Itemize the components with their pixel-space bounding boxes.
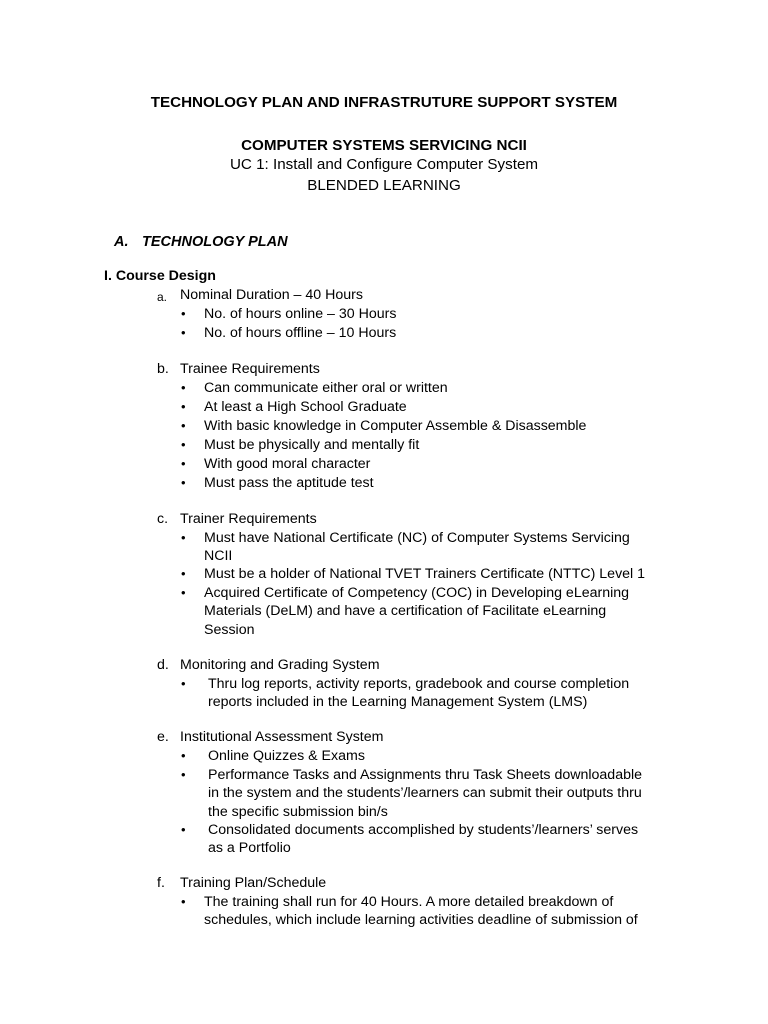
bullet-icon: • <box>181 418 186 433</box>
section-a-title: TECHNOLOGY PLAN <box>142 234 288 250</box>
bullet-text: At least a High School Graduate <box>204 399 407 415</box>
bullet-icon: • <box>181 399 186 414</box>
bullet-icon: • <box>181 566 186 581</box>
bullet-icon: • <box>181 380 186 395</box>
item-label: Trainer Requirements <box>180 511 317 527</box>
item-label: Training Plan/Schedule <box>180 875 327 891</box>
bullet-text: With basic knowledge in Computer Assemble & Disassemble <box>204 418 587 434</box>
bullet-text: No. of hours online – 30 Hours <box>204 306 397 322</box>
bullet-icon: • <box>181 456 186 471</box>
bullet-icon: • <box>181 767 186 782</box>
bullet-icon: • <box>181 585 186 600</box>
bullet-text: Must be physically and mentally fit <box>204 437 420 453</box>
bullet-text: Consolidated documents accomplished by students’/learners’ serves <box>208 822 639 838</box>
item-label: Nominal Duration – 40 Hours <box>180 287 363 303</box>
bullet-text: schedules, which include learning activities deadline of submission of <box>204 912 638 929</box>
item-letter: c. <box>157 511 169 527</box>
bullet-icon: • <box>181 748 186 763</box>
bullet-text: as a Portfolio <box>208 840 291 857</box>
bullet-text: Can communicate either oral or written <box>204 380 448 396</box>
bullet-text: Must pass the aptitude test <box>204 475 374 491</box>
bullet-text: Must be a holder of National TVET Trainers Certificate (NTTC) Level 1 <box>204 566 646 582</box>
item-letter: e. <box>157 729 169 745</box>
item-label: Monitoring and Grading System <box>180 657 380 673</box>
bullet-text: The training shall run for 40 Hours. A more detailed breakdown of <box>204 894 614 910</box>
document-title: TECHNOLOGY PLAN AND INFRASTRUTURE SUPPORT SYSTEM <box>150 94 618 111</box>
bullet-text: Online Quizzes & Exams <box>208 748 365 764</box>
item-label: Trainee Requirements <box>180 361 320 377</box>
bullet-text: Session <box>204 621 255 638</box>
bullet-icon: • <box>181 530 186 545</box>
bullet-text: Materials (DeLM) and have a certification of Facilitate eLearning <box>204 603 607 620</box>
section-a-marker: A. <box>114 234 129 250</box>
bullet-text: in the system and the students’/learners can submit their outputs thru <box>208 785 642 802</box>
bullet-text: Acquired Certificate of Competency (COC) in Developing eLearning <box>204 585 630 601</box>
program-title: COMPUTER SYSTEMS SERVICING NCII <box>241 137 527 154</box>
item-letter: f. <box>157 875 165 891</box>
bullet-icon: • <box>181 822 186 837</box>
bullet-icon: • <box>181 475 186 490</box>
item-letter: a. <box>157 290 168 304</box>
bullet-icon: • <box>181 894 186 909</box>
delivery-mode: BLENDED LEARNING <box>307 177 461 194</box>
bullet-text: reports included in the Learning Management System (LMS) <box>208 694 588 711</box>
bullet-icon: • <box>181 306 186 321</box>
course-design-heading: I. Course Design <box>104 268 216 284</box>
bullet-icon: • <box>181 325 186 340</box>
bullet-text: Thru log reports, activity reports, gradebook and course completion <box>208 676 630 692</box>
item-letter: b. <box>157 361 169 377</box>
bullet-text: Performance Tasks and Assignments thru Task Sheets downloadable <box>208 767 643 783</box>
item-label: Institutional Assessment System <box>180 729 384 745</box>
unit-title: UC 1: Install and Configure Computer System <box>229 156 539 173</box>
bullet-icon: • <box>181 676 186 691</box>
bullet-text: With good moral character <box>204 456 371 472</box>
bullet-text: No. of hours offline – 10 Hours <box>204 325 397 341</box>
bullet-text: the specific submission bin/s <box>208 803 388 820</box>
bullet-icon: • <box>181 437 186 452</box>
bullet-text: NCII <box>204 548 233 565</box>
bullet-text: Must have National Certificate (NC) of Computer Systems Servicing <box>204 530 630 546</box>
item-letter: d. <box>157 657 169 673</box>
